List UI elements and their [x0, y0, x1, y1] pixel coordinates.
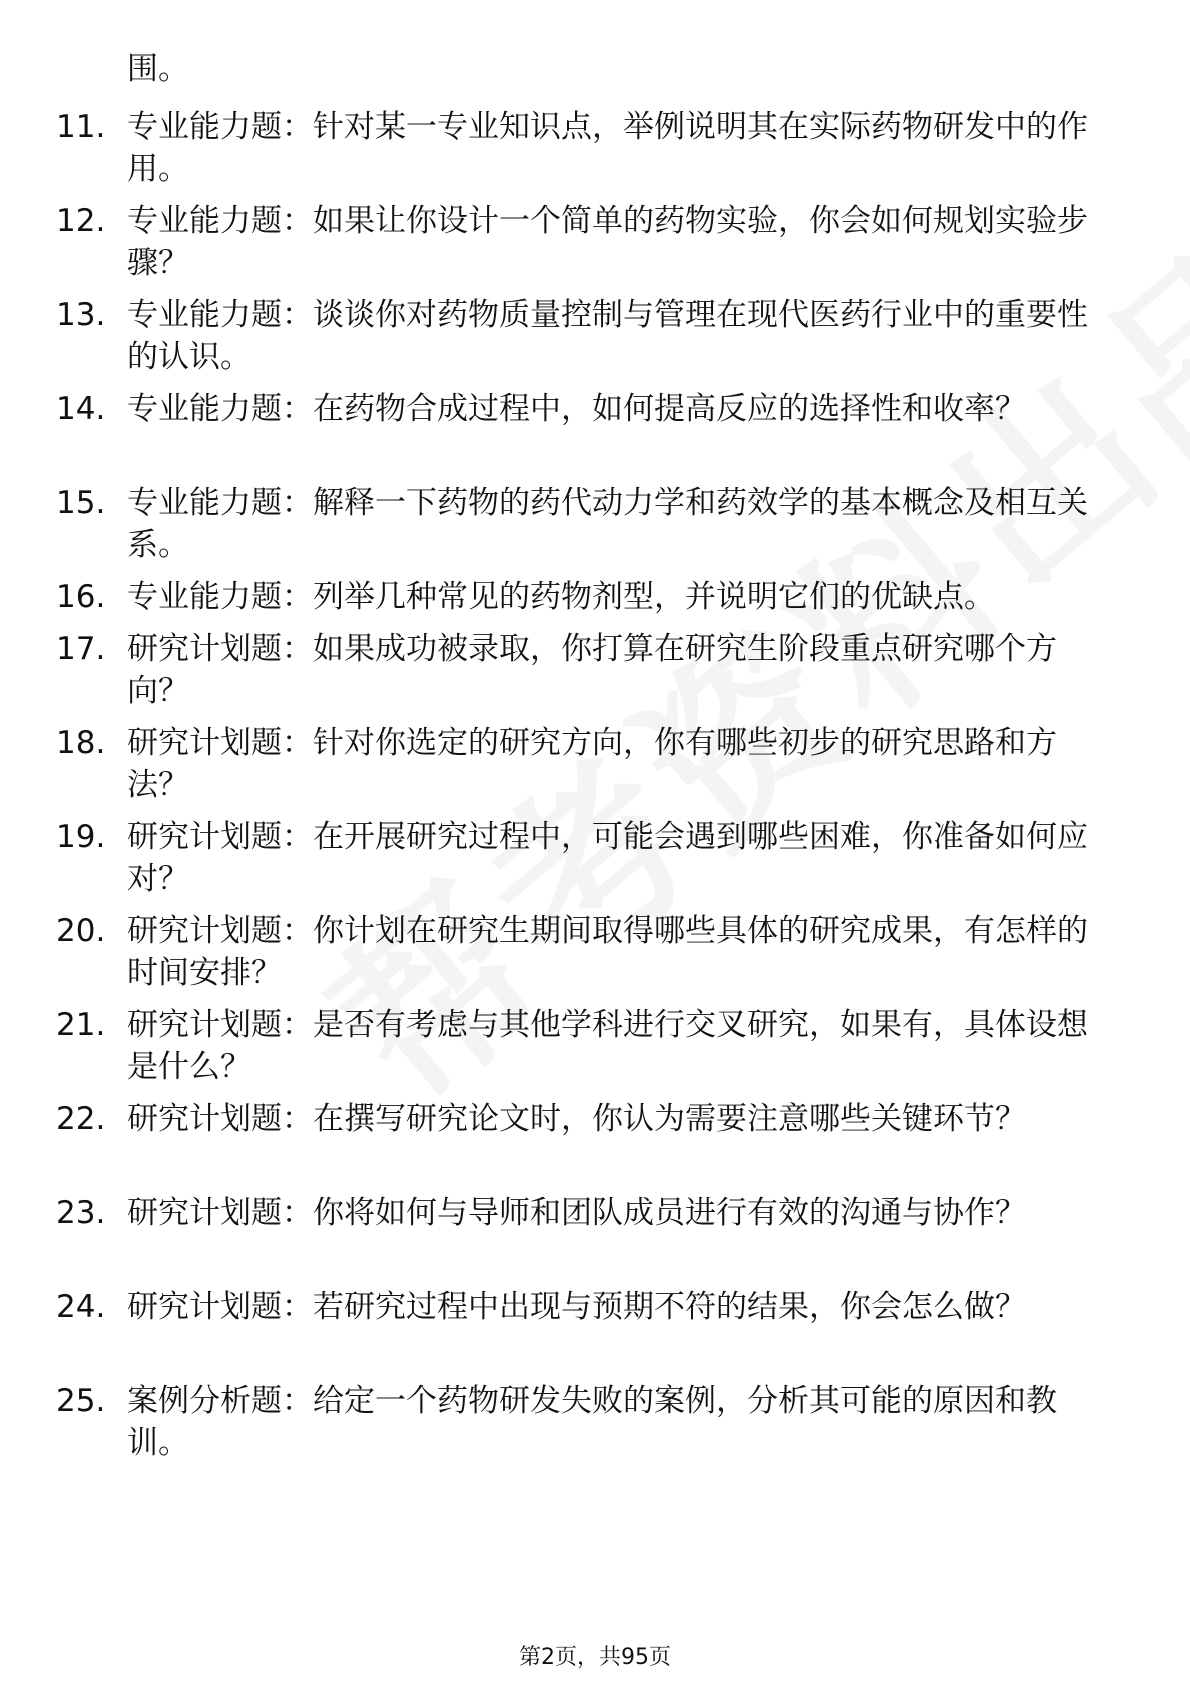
item-number: 25. — [56, 1383, 106, 1419]
item-text — [127, 816, 1112, 900]
item-category: 研究计划题： — [127, 819, 313, 855]
item-category: 案例分析题： — [127, 1383, 313, 1419]
item-number: 14. — [56, 391, 106, 427]
item-category: 研究计划题： — [127, 913, 313, 949]
item-question: 如果成功被录取，你打算在研究生阶段重点研究哪个方向？ — [127, 631, 1057, 709]
item-number: 21. — [56, 1007, 106, 1043]
page-number-footer: 第2页，共95页 — [519, 1645, 671, 1670]
item-text — [127, 576, 1112, 618]
item-text — [127, 388, 1112, 430]
item-number: 16. — [56, 579, 106, 615]
item-text — [127, 482, 1112, 566]
item-text — [127, 722, 1112, 806]
item-category: 专业能力题： — [127, 485, 313, 521]
item-number: 11. — [56, 109, 106, 145]
item-number: 15. — [56, 485, 106, 521]
item-question: 若研究过程中出现与预期不符的结果，你会怎么做？ — [313, 1289, 1026, 1325]
item-category: 专业能力题： — [127, 297, 313, 333]
item-text — [127, 106, 1112, 190]
item-number: 17. — [56, 631, 106, 667]
item-question: 列举几种常见的药物剂型，并说明它们的优缺点。 — [313, 579, 995, 615]
item-question: 在药物合成过程中，如何提高反应的选择性和收率？ — [313, 391, 1026, 427]
item-category: 研究计划题： — [127, 1289, 313, 1325]
continuation-text: 围。 — [127, 51, 189, 87]
item-category: 研究计划题： — [127, 1007, 313, 1043]
item-number: 19. — [56, 819, 106, 855]
item-category: 专业能力题： — [127, 203, 313, 239]
item-question: 给定一个药物研发失败的案例，分析其可能的原因和教训。 — [127, 1383, 1057, 1461]
item-question: 谈谈你对药物质量控制与管理在现代医药行业中的重要性的认识。 — [127, 297, 1088, 375]
item-category: 专业能力题： — [127, 391, 313, 427]
item-question: 针对某一专业知识点，举例说明其在实际药物研发中的作用。 — [127, 109, 1088, 187]
item-question: 在开展研究过程中，可能会遇到哪些困难，你准备如何应对？ — [127, 819, 1088, 897]
item-text — [127, 1192, 1112, 1234]
item-number: 22. — [56, 1101, 106, 1137]
item-question: 是否有考虑与其他学科进行交叉研究，如果有，具体设想是什么？ — [127, 1007, 1088, 1085]
item-number: 18. — [56, 725, 106, 761]
item-text — [127, 200, 1112, 284]
item-category: 研究计划题： — [127, 631, 313, 667]
item-question: 如果让你设计一个简单的药物实验，你会如何规划实验步骤？ — [127, 203, 1088, 281]
item-question: 针对你选定的研究方向，你有哪些初步的研究思路和方法？ — [127, 725, 1057, 803]
item-number: 13. — [56, 297, 106, 333]
item-category: 专业能力题： — [127, 109, 313, 145]
item-text — [127, 628, 1112, 712]
item-number: 12. — [56, 203, 106, 239]
item-number: 20. — [56, 913, 106, 949]
item-text — [127, 910, 1112, 994]
item-text — [127, 1380, 1112, 1464]
item-text — [127, 294, 1112, 378]
item-category: 专业能力题： — [127, 579, 313, 615]
item-text — [127, 1286, 1112, 1328]
item-text — [127, 1098, 1112, 1140]
item-question: 你将如何与导师和团队成员进行有效的沟通与协作？ — [313, 1195, 1026, 1231]
item-category: 研究计划题： — [127, 1101, 313, 1137]
item-number: 24. — [56, 1289, 106, 1325]
item-question: 你计划在研究生期间取得哪些具体的研究成果，有怎样的时间安排？ — [127, 913, 1088, 991]
item-category: 研究计划题： — [127, 725, 313, 761]
item-category: 研究计划题： — [127, 1195, 313, 1231]
item-question: 解释一下药物的药代动力学和药效学的基本概念及相互关系。 — [127, 485, 1088, 563]
item-number: 23. — [56, 1195, 106, 1231]
item-question: 在撰写研究论文时，你认为需要注意哪些关键环节？ — [313, 1101, 1026, 1137]
item-text — [127, 1004, 1112, 1088]
